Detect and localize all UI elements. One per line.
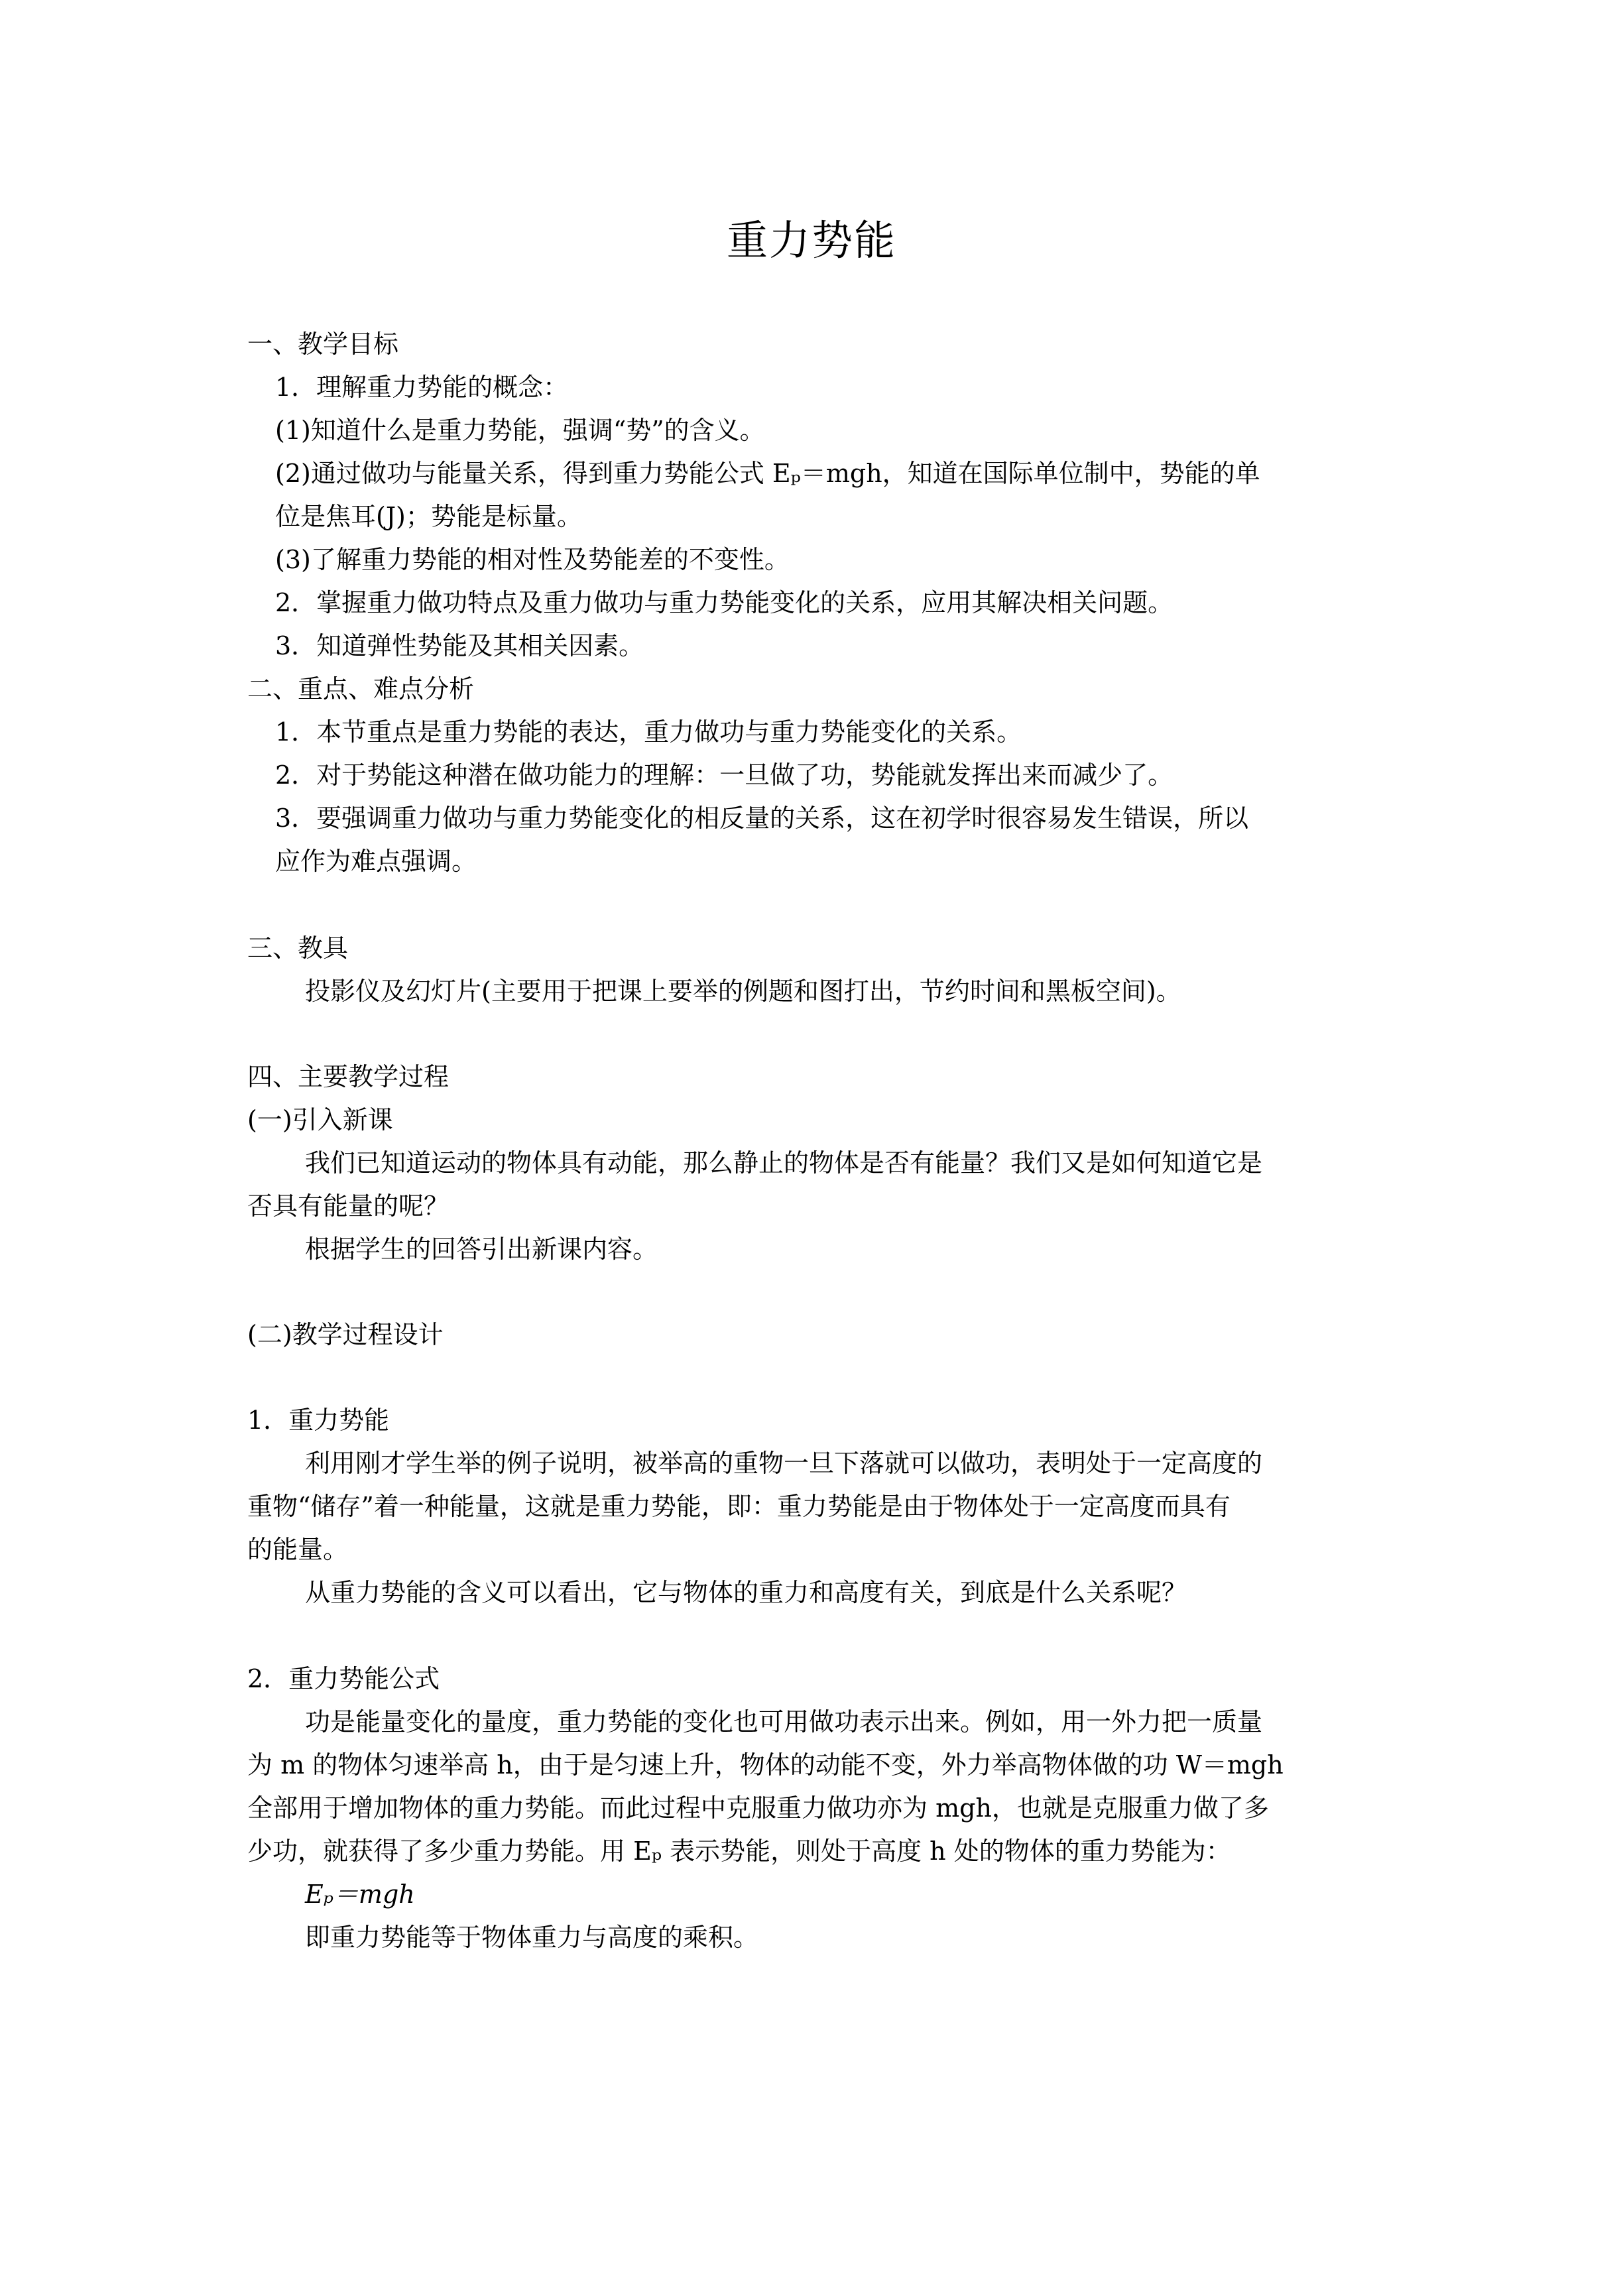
goal-subitem-3: (3)了解重力势能的相对性及势能差的不变性。 [275, 545, 790, 574]
section-heading-tools: 三、教具 [247, 934, 349, 963]
intro-paragraph-2: 根据学生的回答引出新课内容。 [305, 1235, 658, 1264]
page-title: 重力势能 [726, 216, 896, 265]
intro-paragraph-cont: 否具有能量的呢？ [247, 1191, 450, 1221]
tools-text: 投影仪及幻灯片(主要用于把课上要举的例题和图打出，节约时间和黑板空间)。 [305, 977, 1181, 1006]
subsection-design: (二)教学过程设计 [247, 1320, 444, 1349]
formula-explanation: 即重力势能等于物体重力与高度的乘积。 [305, 1923, 759, 1952]
section-heading-goals: 一、教学目标 [247, 330, 399, 359]
section-heading-process: 四、主要教学过程 [247, 1062, 450, 1091]
topic-1-paragraph-2: 从重力势能的含义可以看出，它与物体的重力和高度有关，到底是什么关系呢？ [305, 1578, 1187, 1607]
topic-1-paragraph: 利用刚才学生举的例子说明，被举高的重物一旦下落就可以做功，表明处于一定高度的 [305, 1449, 1263, 1478]
goal-item-1: 1．理解重力势能的概念： [275, 373, 569, 402]
key-point-2: 2．对于势能这种潜在做功能力的理解：一旦做了功，势能就发挥出来而减少了。 [275, 760, 1173, 790]
topic-2-paragraph-cont: 为 m 的物体匀速举高 h，由于是匀速上升，物体的动能不变，外力举高物体做的功 W＝mgh [247, 1750, 1284, 1780]
goal-item-3: 3．知道弹性势能及其相关因素。 [275, 631, 644, 660]
intro-paragraph: 我们已知道运动的物体具有动能，那么静止的物体是否有能量？我们又是如何知道它是 [305, 1148, 1263, 1178]
topic-heading-2: 2．重力势能公式 [247, 1664, 440, 1693]
goal-subitem-1: (1)知道什么是重力势能，强调“势”的含义。 [275, 416, 765, 445]
goal-subitem-2: (2)通过做功与能量关系，得到重力势能公式 Eₚ＝mgh，知道在国际单位制中，势能的单 [275, 459, 1260, 488]
key-point-3-cont: 应作为难点强调。 [275, 847, 477, 876]
topic-2-paragraph: 功是能量变化的量度，重力势能的变化也可用做功表示出来。例如，用一外力把一质量 [305, 1707, 1263, 1736]
topic-1-paragraph-cont: 重物“储存”着一种能量，这就是重力势能，即：重力势能是由于物体处于一定高度而具有 [247, 1492, 1231, 1521]
goal-subitem-2-cont: 位是焦耳(J)；势能是标量。 [275, 502, 582, 531]
section-heading-key-points: 二、重点、难点分析 [247, 674, 475, 703]
key-point-3: 3．要强调重力做功与重力势能变化的相反量的关系，这在初学时很容易发生错误，所以 [275, 804, 1249, 833]
topic-heading-1: 1．重力势能 [247, 1406, 390, 1435]
formula: Eₚ＝mgh [305, 1880, 415, 1909]
subsection-intro: (一)引入新课 [247, 1105, 393, 1134]
topic-2-paragraph-cont-3: 少功，就获得了多少重力势能。用 Eₚ 表示势能，则处于高度 h 处的物体的重力势能为： [247, 1837, 1231, 1866]
goal-item-2: 2．掌握重力做功特点及重力做功与重力势能变化的关系，应用其解决相关问题。 [275, 588, 1173, 617]
key-point-1: 1．本节重点是重力势能的表达，重力做功与重力势能变化的关系。 [275, 717, 1022, 747]
topic-1-paragraph-cont-2: 的能量。 [247, 1535, 349, 1564]
topic-2-paragraph-cont-2: 全部用于增加物体的重力势能。而此过程中克服重力做功亦为 mgh，也就是克服重力做了多 [247, 1793, 1269, 1823]
